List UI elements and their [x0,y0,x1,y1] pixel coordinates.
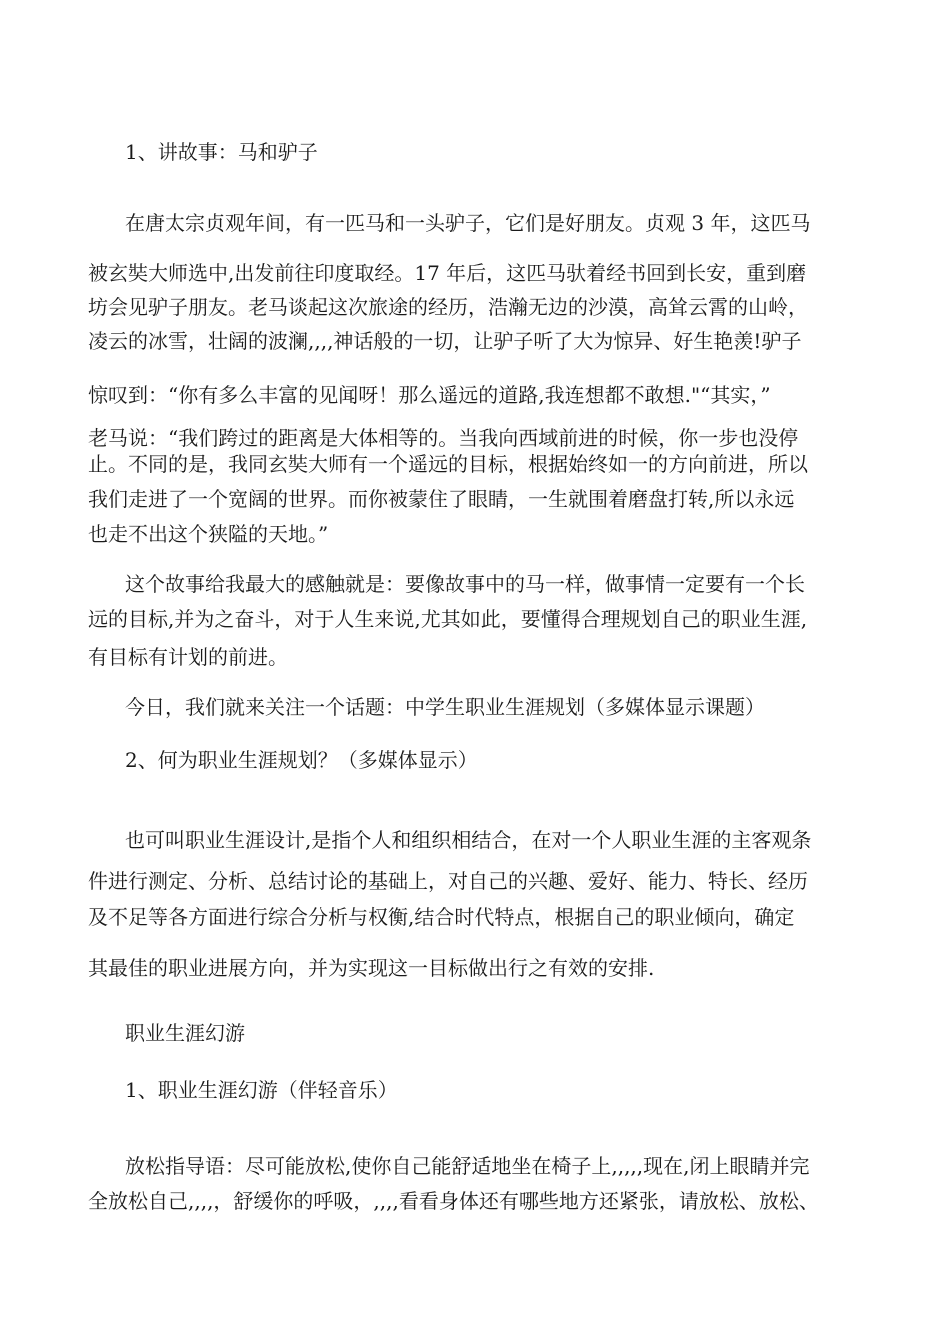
section-heading-definition: 2、何为职业生涯规划？（多媒体显示） [125,748,478,772]
definition-line: 及不足等各方面进行综合分析与权衡,结合时代特点，根据自己的职业倾向，确定 [88,905,795,929]
definition-line: 其最佳的职业进展方向，并为实现这一目标做出行之有效的安排. [88,956,655,980]
reflection-line: 有目标有计划的前进。 [88,645,288,669]
relax-line: 放松指导语：尽可能放松,使你自己能舒适地坐在椅子上,,,,,现在,闭上眼睛并完 [125,1154,810,1178]
story-line: 老马说：“我们跨过的距离是大体相等的。当我向西域前进的时候，你一步也没停 [88,426,799,450]
story-line: 在唐太宗贞观年间，有一匹马和一头驴子，它们是好朋友。贞观 3 年，这匹马 [125,211,811,235]
story-line: 被玄奘大师选中,出发前往印度取经。17 年后，这匹马驮着经书回到长安，重到磨 [88,261,807,285]
reflection-line: 这个故事给我最大的感触就是：要像故事中的马一样，做事情一定要有一个长 [125,572,805,596]
story-line: 止。不同的是，我同玄奘大师有一个遥远的目标，根据始终如一的方向前进，所以 [88,452,808,476]
relax-line: 全放松自己,,,,，舒缓你的呼吸，,,,,看看身体还有哪些地方还紧张，请放松、放松、 [88,1189,819,1213]
topic-intro: 今日，我们就来关注一个话题：中学生职业生涯规划（多媒体显示课题） [125,695,765,719]
sub-heading-fantasy: 1、职业生涯幻游（伴轻音乐） [125,1078,398,1102]
story-line: 也走不出这个狭隘的天地。” [88,522,329,546]
definition-line: 件进行测定、分析、总结讨论的基础上，对自己的兴趣、爱好、能力、特长、经历 [88,869,808,893]
reflection-line: 远的目标,并为之奋斗，对于人生来说,尤其如此，要懂得合理规划自己的职业生涯, [88,607,808,631]
section-heading-story: 1、讲故事：马和驴子 [125,140,318,164]
definition-line: 也可叫职业生涯设计,是指个人和组织相结合，在对一个人职业生涯的主客观条 [125,828,812,852]
section-heading-fantasy: 职业生涯幻游 [125,1021,245,1045]
story-line: 惊叹到：“你有多么丰富的见闻呀！那么遥远的道路,我连想都不敢想."“其实，” [88,383,771,407]
story-line: 凌云的冰雪，壮阔的波澜,,,,神话般的一切，让驴子听了大为惊异、好生艳羡!驴子 [88,329,802,353]
story-line: 我们走进了一个宽阔的世界。而你被蒙住了眼睛，一生就围着磨盘打转,所以永远 [88,487,795,511]
story-line: 坊会见驴子朋友。老马谈起这次旅途的经历，浩瀚无边的沙漠，高耸云霄的山岭， [88,295,808,319]
